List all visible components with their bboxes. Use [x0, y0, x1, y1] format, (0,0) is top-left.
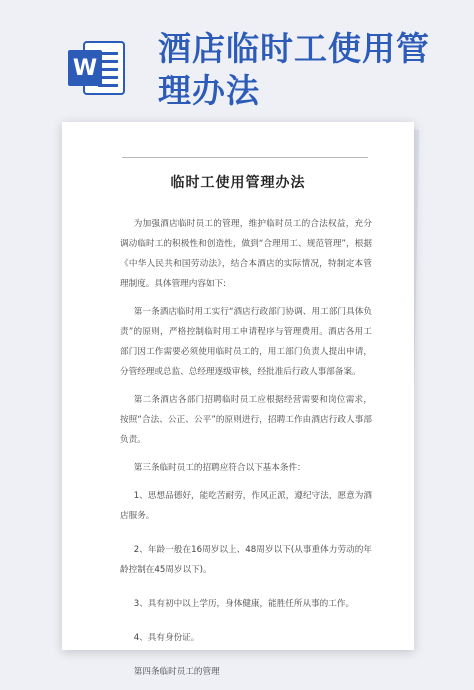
list-item-2: 2、年龄一般在16周岁以上、48周岁以下(从事重体力劳动的年龄控制在45周岁以下)。 [120, 545, 372, 575]
document-title: 临时工使用管理办法 [170, 175, 306, 191]
page-title-line-2: 理办法 [158, 71, 260, 110]
paragraph-article-2: 第二条酒店各部门招聘临时员工应根据经营需要和岗位需求，按照“合法、公正、公平”的原则进行，招聘工作由酒店行政人事部负责。 [120, 395, 372, 445]
list-item-1: 1、思想品德好，能吃苦耐劳，作风正派，遵纪守法，愿意为酒店服务。 [120, 491, 372, 521]
word-doc-icon [64, 36, 128, 100]
paragraph-article-4: 第四条临时员工的管理 [133, 667, 220, 677]
page-title [158, 28, 458, 112]
paragraph-article-3: 第三条临时员工的招聘应符合以下基本条件： [133, 463, 306, 473]
header-divider [122, 157, 368, 158]
document-body [120, 214, 372, 690]
list-item-4: 4、具有身份证。 [133, 633, 200, 643]
paragraph-intro: 为加强酒店临时员工的管理，维护临时员工的合法权益，充分调动临时工的积极性和创造性，做到“合理用工、规范管理”，根据《中华人民共和国劳动法》，结合本酒店的实际情况，特制定本管理制度。具体管理内容如下: [120, 219, 372, 289]
header-banner [0, 0, 474, 130]
list-item-3: 3、具有初中以上学历，身体健康，能胜任所从事的工作。 [133, 599, 355, 609]
word-icon-letter: W [72, 56, 98, 81]
paragraph-article-1: 第一条酒店临时用工实行“酒店行政部门协调、用工部门具体负责”的原则，严格控制临时用工申请程序与管理费用。酒店各用工部门因工作需要必须使用临时员工的，用工部门负责人提出申请，分管经理或总监、总经理逐级审核，经批准后行政人事部备案。 [120, 307, 372, 377]
page-title-line-1: 酒店临时工使用管 [158, 29, 430, 68]
document-page [62, 122, 414, 677]
